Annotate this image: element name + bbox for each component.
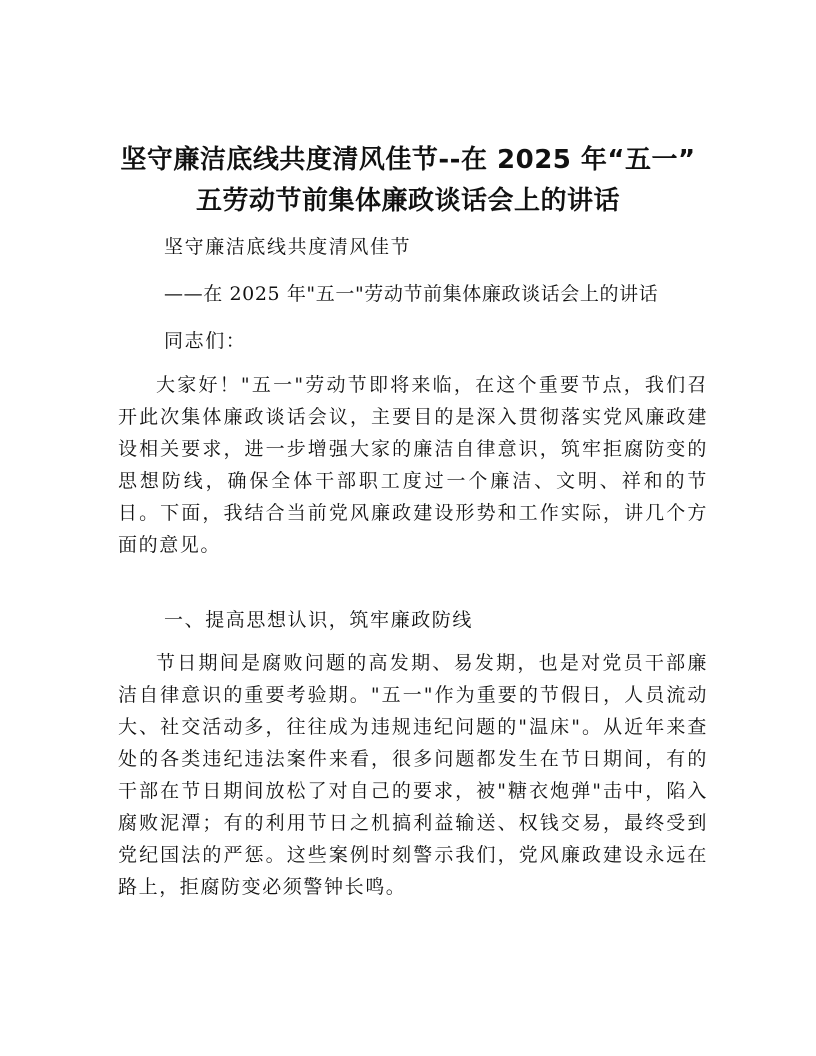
- paragraph-section-1: 节日期间是腐败问题的高发期、易发期，也是对党员干部廉洁自律意识的重要考验期。"五一"作为重要的节假日，人员流动大、社交活动多，往往成为违规违纪问题的"温床"。从近年来查处的各类违纪违法案件来看，很多问题都发生在节日期间，有的干部在节日期间放松了对自己的要求，被"糖衣炮弹"击中，陷入腐败泥潭；有的利用节日之机搞利益输送、权钱交易，最终受到党纪国法的严惩。这些案例时刻警示我们，党风廉政建设永远在路上，拒腐防变必须警钟长鸣。: [118, 652, 708, 898]
- section-heading-1: 一、提高思想认识，筑牢廉政防线: [164, 609, 474, 631]
- paragraph-opening: 大家好！"五一"劳动节即将来临，在这个重要节点，我们召开此次集体廉政谈话会议，主要目的是深入贯彻落实党风廉政建设相关要求，进一步增强大家的廉洁自律意识，筑牢拒腐防变的思想防线，确保全体干部职工度过一个廉洁、文明、祥和的节日。下面，我结合当前党风廉政建设形势和工作实际，讲几个方面的意见。: [118, 374, 708, 556]
- document-title-line-1: 坚守廉洁底线共度清风佳节--在 2025 年“五一”: [120, 145, 696, 175]
- salutation: 同志们：: [164, 330, 247, 352]
- speech-title: 坚守廉洁底线共度清风佳节: [164, 236, 412, 258]
- document-title-line-2: 五劳动节前集体廉政谈话会上的讲话: [195, 186, 620, 216]
- speech-occasion: ——在 2025 年"五一"劳动节前集体廉政谈话会上的讲话: [164, 283, 659, 305]
